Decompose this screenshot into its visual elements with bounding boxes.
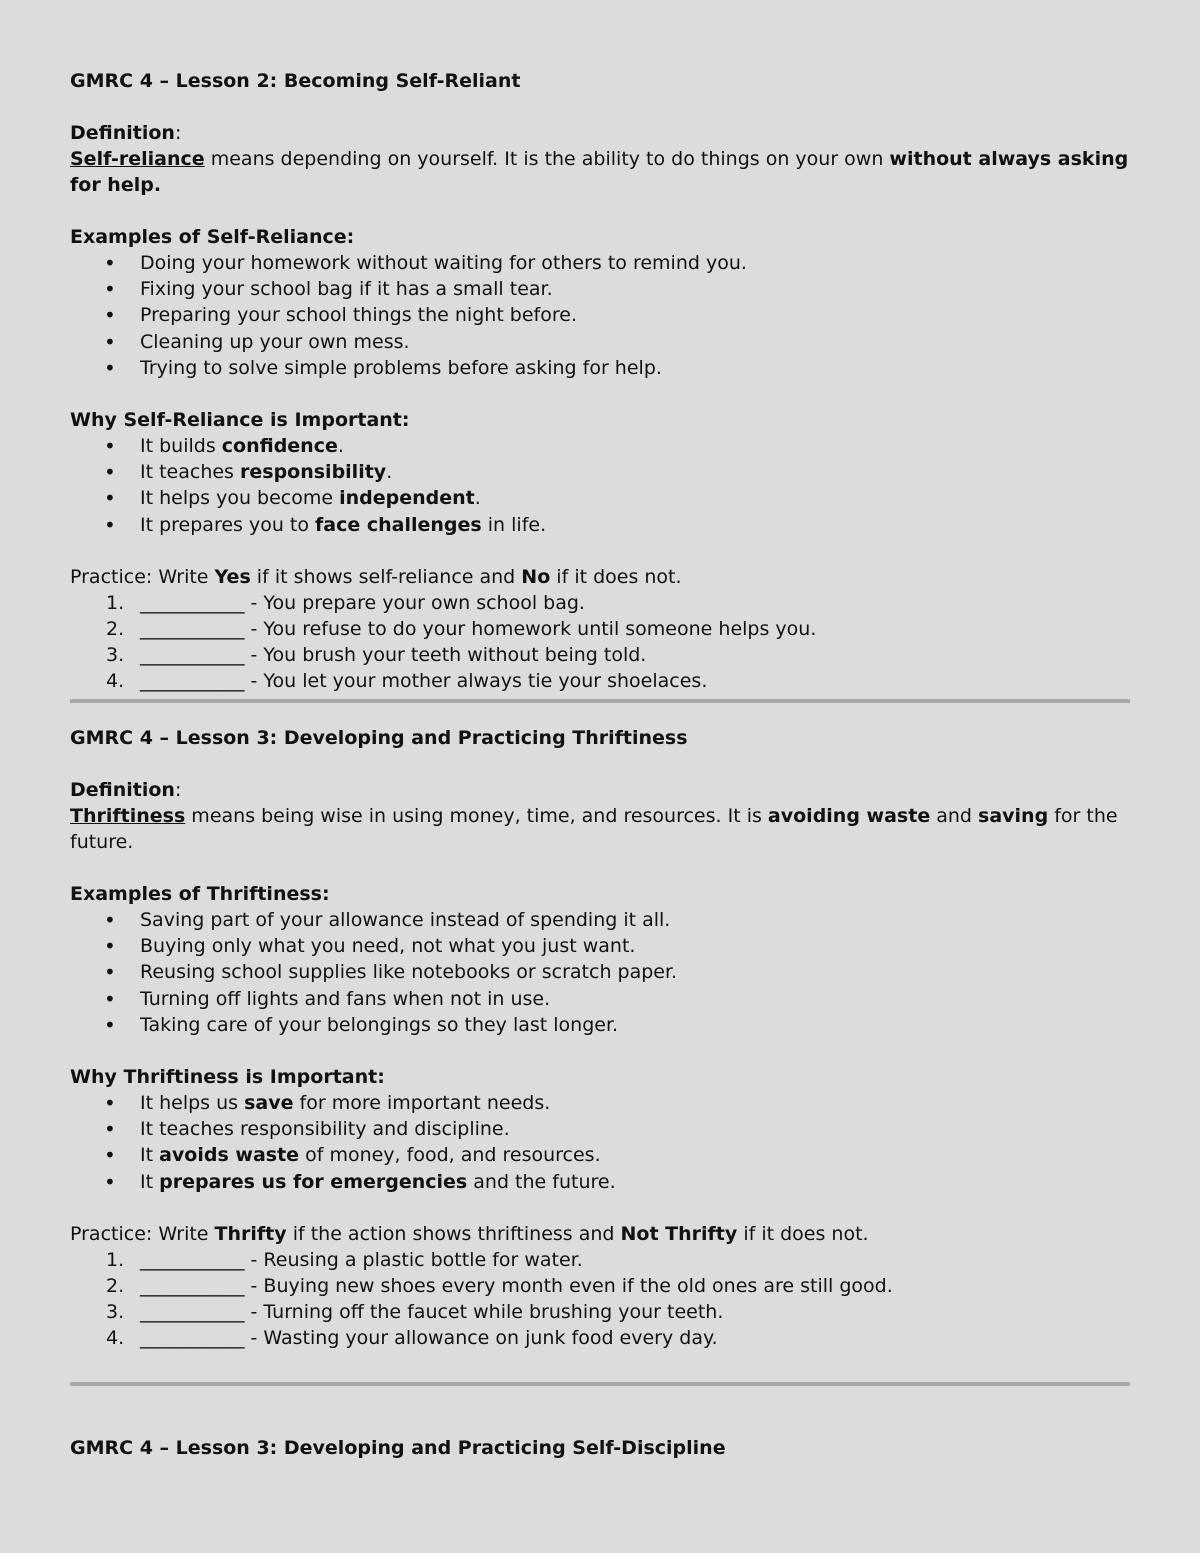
practice-item: 2. ___________ - Buying new shoes every month even if the old ones are still good.: [106, 1275, 893, 1298]
list-item: • It builds confidence.: [70, 433, 1130, 459]
list-item: • Taking care of your belongings so they last longer.: [70, 1012, 1130, 1038]
list-item: • It prepares you to face challenges in life.: [70, 512, 1130, 538]
practice-item: 4. ___________ - Wasting your allowance on junk food every day.: [106, 1327, 718, 1350]
list-item: • Turning off lights and fans when not in use.: [70, 986, 1130, 1012]
lesson-2-why-list: [70, 433, 1130, 538]
lesson-3-practice-instruction: Practice: Write Thrifty if the action shows thriftiness and Not Thrifty if it does not.: [70, 1222, 869, 1245]
list-item: • It teaches responsibility and discipline.: [70, 1116, 1130, 1142]
section-divider: [70, 1382, 1130, 1386]
lesson-3-practice-list: [70, 1247, 1130, 1352]
lesson-2-why-heading: Why Self-Reliance is Important:: [70, 409, 410, 432]
lesson-2-examples-heading: Examples of Self-Reliance:: [70, 226, 355, 248]
lesson-3-thriftiness-section: [70, 725, 1130, 1352]
list-item: • Trying to solve simple problems before asking for help.: [70, 355, 1130, 381]
lesson-2-section: [70, 68, 1130, 695]
list-item: • Doing your homework without waiting for others to remind you.: [70, 250, 1130, 276]
answer-blank[interactable]: ___________: [140, 618, 245, 641]
practice-item: 3. ___________ - You brush your teeth without being told.: [106, 644, 647, 667]
list-item: • It helps you become independent.: [70, 485, 1130, 511]
lesson-2-title: GMRC 4 – Lesson 2: Becoming Self-Reliant: [70, 70, 521, 92]
practice-item: 4. ___________ - You let your mother always tie your shoelaces.: [106, 670, 708, 693]
lesson-2-definition-label: Definition:: [70, 122, 182, 144]
lesson-3-why-list: [70, 1090, 1130, 1195]
lesson-3-self-discipline-section: [70, 1435, 1130, 1461]
answer-blank[interactable]: ___________: [140, 1248, 245, 1271]
answer-blank[interactable]: ___________: [140, 670, 245, 693]
list-item: • It avoids waste of money, food, and resources.: [70, 1142, 1130, 1168]
list-item: • Preparing your school things the night before.: [70, 302, 1130, 328]
lesson-2-practice-list: [70, 590, 1130, 695]
lesson-2-definition-text: Self-reliance means depending on yourself. It is the ability to do things on your own without always asking for help.: [70, 148, 1129, 196]
list-item: • Buying only what you need, not what you just want.: [70, 933, 1130, 959]
list-item: • It helps us save for more important needs.: [70, 1090, 1130, 1116]
list-item: • It teaches responsibility.: [70, 459, 1130, 485]
answer-blank[interactable]: ___________: [140, 591, 245, 614]
lesson-2-examples-list: [70, 250, 1130, 381]
practice-item: 1. ___________ - You prepare your own school bag.: [106, 591, 585, 614]
list-item: • Cleaning up your own mess.: [70, 329, 1130, 355]
practice-item: 2. ___________ - You refuse to do your homework until someone helps you.: [106, 618, 817, 641]
lesson-3b-title: GMRC 4 – Lesson 3: Developing and Practicing Self-Discipline: [70, 1437, 726, 1459]
lesson-2-practice-instruction: Practice: Write Yes if it shows self-reliance and No if it does not.: [70, 565, 682, 588]
list-item: • It prepares us for emergencies and the future.: [70, 1169, 1130, 1195]
answer-blank[interactable]: ___________: [140, 1275, 245, 1298]
answer-blank[interactable]: ___________: [140, 1327, 245, 1350]
lesson-3-examples-heading: Examples of Thriftiness:: [70, 883, 330, 905]
list-item: • Fixing your school bag if it has a small tear.: [70, 276, 1130, 302]
answer-blank[interactable]: ___________: [140, 1301, 245, 1324]
lesson-3-definition-text: Thriftiness means being wise in using money, time, and resources. It is avoiding waste and saving for the future.: [70, 805, 1118, 853]
list-item: • Reusing school supplies like notebooks or scratch paper.: [70, 959, 1130, 985]
list-item: • Saving part of your allowance instead of spending it all.: [70, 907, 1130, 933]
lesson-3-title: GMRC 4 – Lesson 3: Developing and Practicing Thriftiness: [70, 727, 688, 749]
lesson-3-why-heading: Why Thriftiness is Important:: [70, 1066, 385, 1089]
practice-item: 1. ___________ - Reusing a plastic bottle for water.: [106, 1248, 583, 1271]
section-divider: [70, 699, 1130, 703]
answer-blank[interactable]: ___________: [140, 644, 245, 667]
practice-item: 3. ___________ - Turning off the faucet while brushing your teeth.: [106, 1301, 724, 1324]
lesson-3-examples-list: [70, 907, 1130, 1038]
lesson-3-definition-label: Definition:: [70, 779, 182, 801]
